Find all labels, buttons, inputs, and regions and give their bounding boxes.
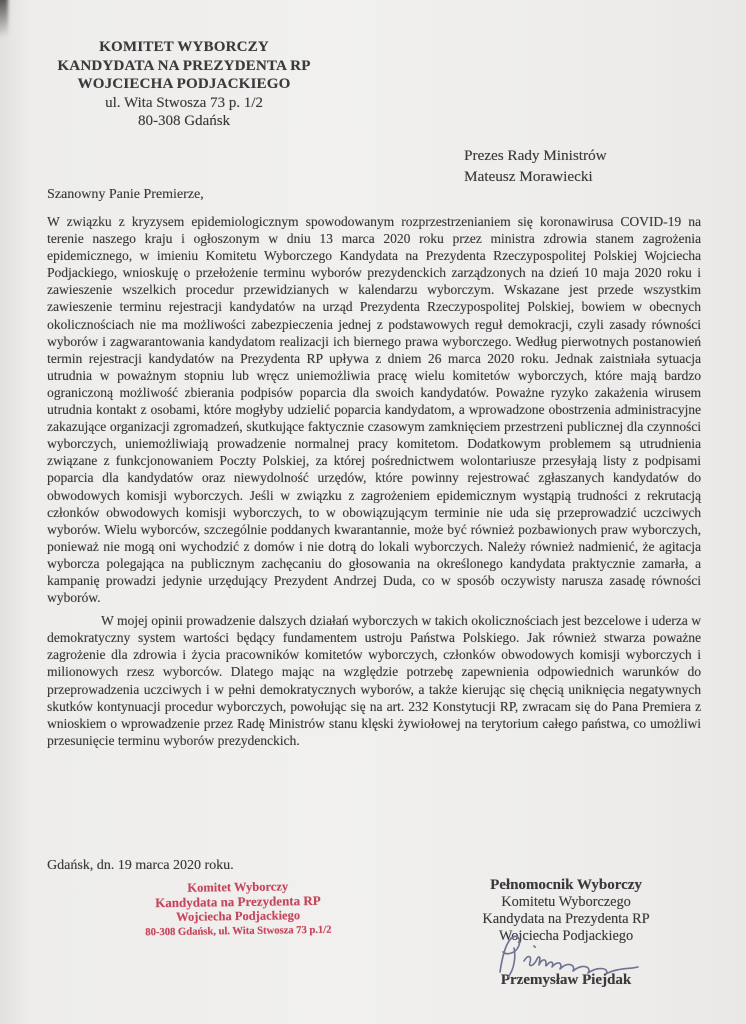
committee-stamp [118, 878, 359, 939]
sender-address-line: 80-308 Gdańsk [137, 113, 231, 130]
body-paragraph-1: W związku z kryzysem epidemiologicznym spowodowanym rozprzestrzenianiem się koronawirusa COVID-19 na terenie naszego kraju i ogłoszonym w dniu 13 marca 2020 roku przez ministra zdrowia stanem zagrożenia epidemicznego, w imieniu Komitetu Wyborczego Kandydata na Prezydenta Rzeczypospolitej Polskiej Wojciecha Podjackiego, wnioskuję o przełożenie terminu wyborów prezydenckich zarządzonych na dzień 10 maja 2020 roku i zawieszenie wszelkich procedur przewidzianych w kalendarzu wyborczym. Wskazane jest przede wszystkim zawieszenie terminu rejestracji kandydatów na urząd Prezydenta Rzeczypospolitej Polskiej, bowiem w obecnych okolicznościach nie ma możliwości zabezpieczenia jednej z podstawowych reguł demokracji, czyli zasady równości wyborów i zagwarantowania kandydatom realizacji ich biernego prawa wyborczego. Według pierwotnych postanowień termin rejestracji kandydatów na Prezydenta RP upływa z dniem 26 marca 2020 roku. Jednak zaistniała sytuacja utrudnia w poważnym stopniu lub wręcz uniemożliwia pracę wielu komitetów wyborczych, które mają bardzo ograniczoną możliwość zbierania podpisów poparcia dla swoich kandydatów. Poważne ryzyko zakażenia wirusem utrudnia kontakt z osobami, które mogłyby udzielić poparcia kandydatom, a wprowadzone obostrzenia administracyjne zakazujące organizacji zgromadzeń, skutkujące faktycznie czasowym zamknięciem przestrzeni publicznej dla czynności wyborczych, uniemożliwiają prowadzenie normalnej pracy komitetom. Dodatkowym problemem są utrudnienia związane z funkcjonowaniem Poczty Polskiej, za której pośrednictwem wolontariusze przesyłają listy z podpisami poparcia dla kandydatów oraz niewydolność urzędów, które powinny rejestrować zgłaszanych kandydatów do obwodowych komisji wyborczych. Jeśli w związku z zagrożeniem epidemicznym wystąpią trudności z rekrutacją członków obwodowych komisji wyborczych, to w obowiązującym terminie nie uda się przeprowadzić uczciwych wyborów. Wielu wyborców, szczególnie poddanych kwarantannie, może być również pozbawionych praw wyborczych, ponieważ nie mogą oni wychodzić z domów i nie dotrą do lokali wyborczych. Należy również nadmienić, że agitacja wyborcza polegająca na publicznym zachęcaniu do głosowania na określonego kandydata praktycznie zamarła, a kampanię prowadzi jedynie urzędujący Prezydent Andrzej Duda, co w sposób oczywisty narusza zasadę równości wyborów. [47, 214, 701, 606]
stamp-line: Kandydata na Prezydenta RP [155, 892, 321, 910]
sender-name-line: KOMITET WYBORCZY [99, 39, 269, 55]
recipient-name: Mateusz Morawiecki [464, 167, 593, 185]
signatory-name: Przemysław Piejdak [500, 972, 632, 988]
stamp-line: Wojciecha Podjackiego [176, 908, 301, 925]
signatory-line: Wojciecha Podjackiego [498, 928, 634, 944]
sender-address-line: ul. Wita Stwosza 73 p. 1/2 [105, 94, 263, 111]
signatory-line: Komitetu Wyborczego [501, 894, 631, 910]
sender-name-line: WOJCIECHA PODJACKIEGO [77, 76, 291, 93]
scan-artifact [0, 0, 8, 36]
salutation: Szanowny Panie Premierze, [47, 187, 204, 202]
signature-block [438, 877, 694, 989]
recipient-title: Prezes Rady Ministrów [464, 147, 607, 164]
body-paragraph-2: W mojej opinii prowadzenie dalszych działań wyborczych w takich okolicznościach jest bezcelowe i uderza w demokratyczny system wartości będący fundamentem ustroju Państwa Polskiego. Jak również stwarza poważne zagrożenie dla zdrowia i życia pracowników komitetów wyborczych, członków obwodowych komisji wyborczych i milionowych rzesz wyborców. Dlatego mając na względzie potrzebę zapewnienia odpowiednich warunków do przeprowadzenia uczciwych i w pełni demokratycznych wyborów, a także kierując się chęcią uniknięcia negatywnych skutków kontynuacji procedur wyborczych, powołując się na art. 232 Konstytucji RP, zwracam się do Pana Premiera z wnioskiem o wprowadzenie przez Radę Ministrów stanu klęski żywiołowej na terytorium całego państwa, co umożliwi przesunięcie terminu wyborów prezydenckich. [47, 613, 701, 748]
stamp-address-line: 80-308 Gdańsk, ul. Wita Stwosza 73 p.1/2 [145, 923, 332, 939]
handwritten-signature [480, 932, 652, 980]
signatory-title: Pełnomocnik Wyborczy [490, 877, 642, 893]
stamp-line: Komitet Wyborczy [187, 879, 289, 895]
recipient-block [464, 146, 607, 187]
dateline: Gdańsk, dn. 19 marca 2020 roku. [47, 858, 234, 873]
signatory-line: Kandydata na Prezydenta RP [482, 911, 650, 927]
sender-name-line: KANDYDATA NA PREZYDENTA RP [57, 57, 311, 74]
letter-body [47, 213, 701, 749]
sender-letterhead [55, 38, 313, 131]
